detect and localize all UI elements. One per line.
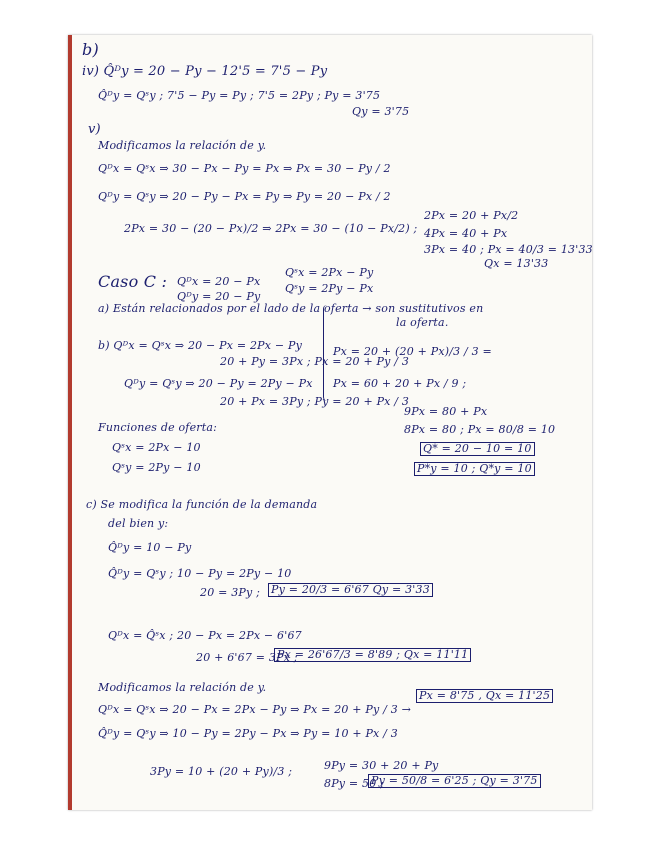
caso-c-dy: Qᴰy = 20 − Py xyxy=(177,290,261,303)
line-b-px: 20 + Py = 3Px ; Px = 20 + Py / 3 xyxy=(220,355,410,368)
line-c-demand: Q̂ᴰy = 10 − Py xyxy=(108,541,192,554)
line-v-step1: 2Px = 20 + Px/2 xyxy=(424,209,519,222)
line-b-step2: 8Px = 80 ; Px = 80/8 = 10 xyxy=(404,423,556,436)
line-mod-step1: 9Py = 30 + 20 + Py xyxy=(324,759,439,772)
line-mod-x-result: Px = 8'75 , Qx = 11'25 xyxy=(416,689,553,703)
caso-c-sx: Qˢx = 2Px − Py xyxy=(285,266,374,279)
section-c-heading: c) Se modifica la función de la demanda xyxy=(86,498,318,511)
line-c-py-result: Py = 20/3 = 6'67 Qy = 3'33 xyxy=(268,583,433,597)
line-mod-intro: Modificamos la relación de y. xyxy=(98,681,267,694)
supply-function-y: Qˢy = 2Py − 10 xyxy=(112,461,201,474)
line-v-eq-x: Qᴰx = Qˢx ⇒ 30 − Px − Py = Px ⇒ Px = 30 − Py / 2 xyxy=(98,162,391,175)
line-c-equilibrium: Q̂ᴰy = Qˢy ; 10 − Py = 2Py − 10 xyxy=(108,567,292,580)
line-iv-qy: Qy = 3'75 xyxy=(352,105,410,118)
line-iv-equilibrium: Q̂ᴰy = Qˢy ; 7'5 − Py = Py ; 7'5 = 2Py ; Py = 3'75 xyxy=(98,89,381,102)
line-c-3px: 20 + 6'67 = 3Px ; xyxy=(196,651,298,664)
caso-c-heading: Caso C : xyxy=(98,272,168,291)
caso-c-sy: Qˢy = 2Py − Px xyxy=(285,282,374,295)
line-mod-py-result: Py = 50/8 = 6'25 ; Qy = 3'75 xyxy=(368,774,541,788)
line-v-substitution: 2Px = 30 − (20 − Px)/2 ⇒ 2Px = 30 − (10 − Px/2) ; xyxy=(124,222,418,235)
line-b-eq-y: Qᴰy = Qˢy ⇒ 20 − Py = 2Py − Px xyxy=(124,377,313,390)
line-mod-eq-y: Q̂ᴰy = Qˢy ⇒ 10 − Py = 2Py − Px ⇒ Py = 10 + Px / 3 xyxy=(98,727,398,740)
line-b-sub2: Px = 60 + 20 + Px / 9 ; xyxy=(333,377,467,390)
line-a-answer: a) Están relacionados por el lado de la oferta → son sustitutivos en xyxy=(98,302,484,315)
line-b-y-result: P*y = 10 ; Q*y = 10 xyxy=(414,462,535,476)
section-b-heading: b) xyxy=(82,40,99,59)
line-v-qx: Qx = 13'33 xyxy=(484,257,549,270)
supply-function-x: Qˢx = 2Px − 10 xyxy=(112,441,201,454)
line-v-step3: 3Px = 40 ; Px = 40/3 = 13'33 xyxy=(424,243,593,256)
line-a-answer-cont: la oferta. xyxy=(396,316,449,329)
line-mod-substitution: 3Py = 10 + (20 + Py)/3 ; xyxy=(150,765,293,778)
supply-functions-heading: Funciones de oferta: xyxy=(98,421,218,434)
caso-c-dx: Qᴰx = 20 − Px xyxy=(177,275,261,288)
section-v-heading: v) xyxy=(88,122,101,137)
line-c-3py: 20 = 3Py ; xyxy=(200,586,261,599)
line-v-eq-y: Qᴰy = Qˢy ⇒ 20 − Py − Px = Py ⇒ Py = 20 − Px / 2 xyxy=(98,190,391,203)
line-c-eq-x: Qᴰx = Q̂ˢx ; 20 − Px = 2Px − 6'67 xyxy=(108,629,302,642)
line-b-py: 20 + Px = 3Py ; Py = 20 + Px / 3 xyxy=(220,395,410,408)
line-iv-demand: iv) Q̂ᴰy = 20 − Py − 12'5 = 7'5 − Py xyxy=(82,64,328,79)
line-v-step2: 4Px = 40 + Px xyxy=(424,227,508,240)
line-c-px-result: Px = 26'67/3 = 8'89 ; Qx = 11'11 xyxy=(274,648,471,662)
line-b-eq-x: b) Qᴰx = Qˢx ⇒ 20 − Px = 2Px − Py xyxy=(98,339,303,352)
line-b-sub1: Px = 20 + (20 + Px)/3 / 3 = xyxy=(333,345,492,358)
line-mod-eq-x: Qᴰx = Qˢx ⇒ 20 − Px = 2Px − Py ⇒ Px = 20 + Py / 3 → xyxy=(98,703,412,716)
section-c-heading-cont: del bien y: xyxy=(108,517,169,530)
line-b-step1: 9Px = 80 + Px xyxy=(404,405,488,418)
brace xyxy=(323,305,332,401)
line-v-intro: Modificamos la relación de y. xyxy=(98,139,267,152)
line-mod-step2: 8Py = 50 ; xyxy=(324,777,385,790)
line-b-qx-result: Q* = 20 − 10 = 10 xyxy=(420,442,535,456)
